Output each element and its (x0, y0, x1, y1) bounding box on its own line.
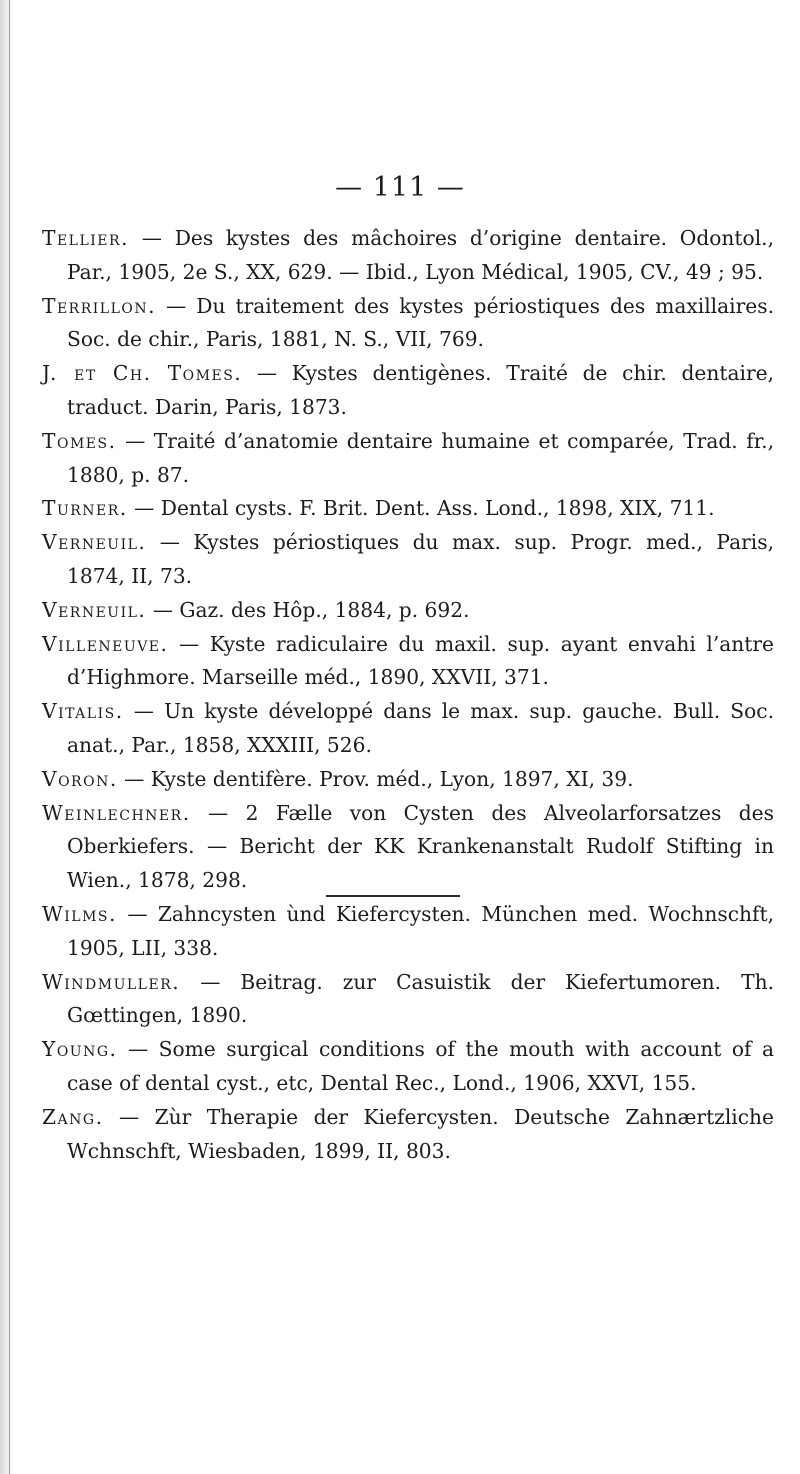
page-binding-edge (0, 0, 14, 1474)
bibliography-entry (42, 1033, 774, 1101)
entry-text: — 2 Fælle von Cysten des Alveolarforsatzes des Oberkiefers. — Bericht der KK Krankenanstalt Rudolf Stifting in Wien., 1878, 298. (67, 800, 774, 893)
entry-text: — Dental cysts. F. Brit. Dent. Ass. Lond., 1898, XIX, 711. (127, 496, 715, 521)
entry-text: — Traité d’anatomie dentaire humaine et comparée, Trad. fr., 1880, p. 87. (67, 428, 774, 487)
bibliography-entry (42, 1101, 774, 1169)
bibliography-entry (42, 222, 774, 290)
bibliography-entry (42, 797, 774, 898)
entry-text: — Kystes dentigènes. Traité de chir. dentaire, traduct. Darin, Paris, 1873. (67, 361, 774, 419)
entry-author: Verneuil. (42, 530, 147, 555)
bibliography-entry (42, 425, 774, 493)
bibliography-entry (42, 594, 774, 628)
entry-author: Terrillon. (42, 293, 157, 318)
entry-text: — Des kystes des mâchoires d’origine dentaire. Odontol., Par., 1905, 2e S., XX, 629. — Ibid., Lyon Médical, 1905, CV., 49 ; 95. (67, 226, 774, 284)
bibliography-entry (42, 628, 774, 696)
entry-author: Tellier. (42, 226, 129, 250)
entry-author: Wilms. (42, 901, 117, 926)
bibliography-entry (42, 526, 774, 594)
bibliography-entry (42, 357, 774, 425)
bibliography-entry (42, 898, 774, 966)
entry-text: — Un kyste développé dans le max. sup. gauche. Bull. Soc. anat., Par., 1858, XXXIII, 526. (67, 699, 774, 757)
entry-text: — Beitrag. zur Casuistik der Kiefertumoren. Th. Gœttingen, 1890. (67, 969, 774, 1028)
bibliography-list (42, 222, 774, 1168)
entry-author: Young. (42, 1037, 118, 1062)
entry-text: — Gaz. des Hôp., 1884, p. 692. (146, 597, 470, 622)
entry-text: — Zùr Therapie der Kiefercysten. Deutsche Zahnærtzliche Wchnschft, Wiesbaden, 1899, II, 803. (67, 1104, 774, 1163)
bibliography-entry (42, 695, 774, 763)
entry-author: Turner. (42, 496, 128, 521)
entry-author: Zang. (42, 1104, 104, 1129)
bibliography-entry (42, 492, 774, 526)
end-divider-rule (326, 895, 460, 897)
entry-author: Vitalis. (42, 699, 124, 724)
entry-text: — Zahncysten ùnd Kiefercysten. München med. Wochnschft, 1905, LII, 338. (67, 901, 774, 960)
bibliography-entry (42, 290, 774, 358)
entry-author: Windmuller. (42, 969, 181, 994)
page-number: — 111 — (335, 172, 465, 203)
entry-text: — Kyste radiculaire du maxil. sup. ayant envahi l’antre d’Highmore. Marseille méd., 1890, XXVII, 371. (67, 631, 774, 690)
entry-author: Voron. (42, 766, 118, 791)
entry-text: — Kyste dentifère. Prov. méd., Lyon, 1897, XI, 39. (117, 766, 634, 791)
entry-text: — Some surgical conditions of the mouth with account of a case of dental cyst., etc, Dental Rec., Lond., 1906, XXVI, 155. (67, 1037, 774, 1095)
bibliography-entry (42, 763, 774, 797)
entry-author: Verneuil. (42, 597, 147, 622)
entry-author: J. et Ch. Tomes. (42, 361, 243, 386)
entry-author: Villeneuve. (42, 631, 169, 656)
entry-author: Tomes. (42, 428, 117, 453)
entry-text: — Du traitement des kystes périostiques des maxillaires. Soc. de chir., Paris, 1881, N. S., VII, 769. (67, 293, 774, 352)
entry-text: — Kystes périostiques du max. sup. Progr. med., Paris, 1874, II, 73. (67, 530, 774, 588)
bibliography-entry (42, 966, 774, 1034)
entry-author: Weinlechner. (42, 800, 191, 825)
